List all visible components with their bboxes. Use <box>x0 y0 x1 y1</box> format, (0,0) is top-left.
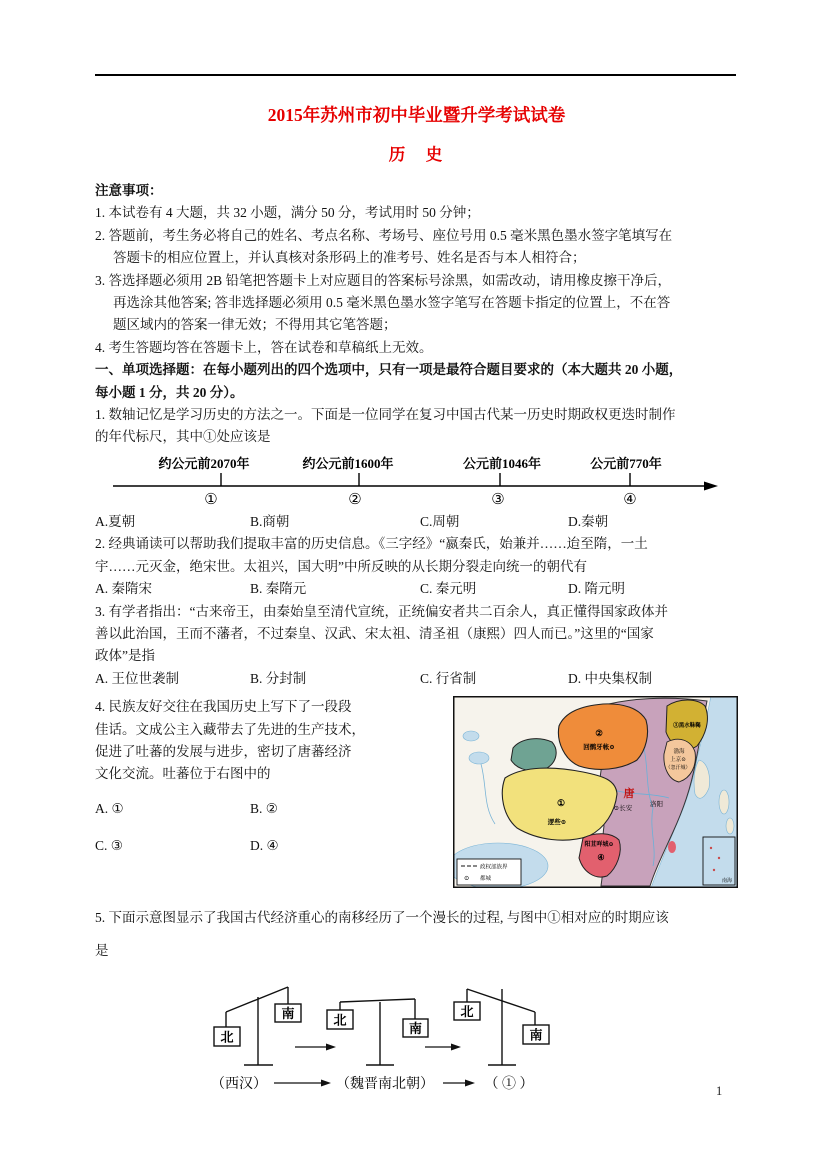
question-4-text-line-4: 文化交流。吐蕃位于右图中的 <box>95 766 271 782</box>
map-region-huihu <box>558 704 647 769</box>
map-label-bohai-capital: 上京⊙ <box>670 757 686 764</box>
question-3-text-line-3: 政体”是指 <box>95 648 155 664</box>
question-5-text-line-2: 是 <box>95 943 109 959</box>
question-5-text-line-1: 5. 下面示意图显示了我国古代经济重心的南移经历了一个漫长的过程, 与图中①相对应的时期应该 <box>95 910 669 926</box>
tang-dynasty-map <box>453 696 738 888</box>
timeline-marker-3: ③ <box>491 491 505 508</box>
section-1-heading-line-1: 一、单项选择题：在每小题列出的四个选项中，只有一项是最符合题目要求的（本大题共 20 小题， <box>95 362 683 378</box>
option-a: A.夏朝 <box>95 513 136 529</box>
map-inset-label: 南海 <box>721 879 732 885</box>
option-b: B. 分封制 <box>250 670 307 686</box>
option-b: B.商朝 <box>250 513 290 529</box>
option-d: D. 中央集权制 <box>568 670 652 686</box>
map-lake-1 <box>463 731 479 741</box>
question-4 <box>95 696 738 888</box>
option-a: A. 秦隋宋 <box>95 581 152 597</box>
question-2-text-line-1: 2. 经典诵读可以帮助我们提取丰富的历史信息。《三字经》“嬴秦氏，始兼并……迨至隋，一土 <box>95 536 648 552</box>
page-title: 2015年苏州市初中毕业暨升学考试试卷 <box>267 105 566 125</box>
timeline-label-1: 约公元前2070年 <box>158 455 250 471</box>
notice-heading: 注意事项： <box>95 183 163 198</box>
map-label-tang: 唐 <box>623 788 635 801</box>
arrowhead-icon <box>321 1080 331 1087</box>
scale-2-south-label: 南 <box>408 1021 423 1037</box>
notice-item-3-line-3: 题区域内的答案一律无效；不得用其它笔答题； <box>113 317 397 333</box>
map-inset-box <box>703 837 735 885</box>
timeline-marker-2: ② <box>348 491 362 508</box>
question-4-text-column <box>95 696 451 888</box>
option-b: B. ② <box>250 800 278 816</box>
map-label-nanzhao-marker: ④ <box>597 853 605 863</box>
map-label-bohai: 渤海 <box>673 749 685 756</box>
timeline-label-3: 公元前1046年 <box>462 455 542 471</box>
notice-item-4: 4. 考生答题均答在答题卡上，答在试卷和草稿纸上无效。 <box>95 339 433 355</box>
question-2-text-line-2: 宇……元灭金，绝宋世。太祖兴，国大明”中所反映的从长期分裂走向统一的朝代有 <box>95 558 587 574</box>
option-d: D. ④ <box>250 837 279 853</box>
page-number: 1 <box>716 1084 723 1098</box>
notice-section <box>95 180 738 359</box>
stage-label-blank: （ ① ） <box>484 1077 534 1093</box>
map-inset-south-sea <box>703 837 735 885</box>
question-5 <box>95 901 738 967</box>
map-region-west-tribe <box>511 739 556 771</box>
map-label-huihu-name: 回鹘牙帐⊙ <box>583 744 615 752</box>
map-label-huihu-marker: ② <box>595 728 603 739</box>
question-1-text-line-1: 1. 数轴记忆是学习历史的方法之一。下面是一位同学在复习中国古代某一历史时期政权更迭时制作 <box>95 407 676 423</box>
question-2-options <box>95 578 738 600</box>
option-d: D.秦朝 <box>568 513 609 529</box>
notice-item-1: 1. 本试卷有 4 大题，共 32 小题，满分 50 分，考试用时 50 分钟； <box>95 205 480 221</box>
section-1-heading-line-2: 每小题 1 分，共 20 分）。 <box>95 384 244 400</box>
timeline-marker-4: ④ <box>623 491 637 508</box>
question-4-options-row-2 <box>95 838 451 854</box>
scale-1-south-label: 南 <box>281 1006 295 1022</box>
map-legend-boundary-label: 政权部族界 <box>480 864 508 871</box>
page-content <box>95 0 738 1100</box>
question-3-text-line-1: 3. 有学者指出：“古来帝王，由秦始皇至清代宣统，正统偏安者共二百余人，真正懂得国家政体并 <box>95 603 668 619</box>
option-d: D. 隋元明 <box>568 581 625 597</box>
map-label-bohai-capital-alt: （忽汗城） <box>665 766 691 772</box>
scale-3-north-label: 北 <box>460 1004 474 1020</box>
map-inset-island-2 <box>718 857 720 859</box>
option-a: A. ① <box>95 800 124 816</box>
question-4-text-line-1: 4. 民族友好交往在我国历史上写下了一段段 <box>95 699 352 715</box>
map-label-luoyang: 洛阳 <box>650 801 663 809</box>
map-legend-capital-symbol: ⊙ <box>464 875 470 883</box>
map-label-tubo-capital: 逻些⊙ <box>547 819 567 827</box>
question-3-text-line-2: 善以此治国，王而不藩者，不过秦皇、汉武、宋太祖、清圣祖（康熙）四人而已。”这里的“国家 <box>95 625 654 641</box>
option-c: C.周朝 <box>420 513 460 529</box>
timeline-label-2: 约公元前1600年 <box>302 455 394 471</box>
map-island-taiwan <box>668 841 676 853</box>
map-japan-island-1 <box>719 790 729 814</box>
map-inset-island-3 <box>713 869 715 871</box>
subject-title: 历 史 <box>388 145 445 164</box>
question-4-options-row-1 <box>95 801 451 817</box>
section-1-heading <box>95 359 738 404</box>
option-c: C. 行省制 <box>420 670 477 686</box>
timeline-diagram <box>95 455 735 509</box>
question-4-text-line-3: 促进了吐蕃的发展与进步，密切了唐蕃经济 <box>95 743 352 759</box>
notice-item-2-line-2: 答题卡的相应位置上，并认真核对条形码上的准考号、姓名是否与本人相符合； <box>113 250 586 266</box>
map-label-nanzhao-capital: 阳苴咩城⊙ <box>584 842 614 849</box>
economic-shift-balance-diagram <box>195 975 615 1100</box>
question-2 <box>95 533 738 600</box>
arrowhead-icon <box>451 1044 461 1051</box>
timeline-arrowhead-icon <box>704 481 718 490</box>
map-legend-capital-label: 都城 <box>480 876 492 883</box>
balance-scale-1 <box>214 987 301 1065</box>
map-label-mohe: ③黑水靺鞨 <box>673 723 701 730</box>
scale-3-south-label: 南 <box>529 1027 543 1043</box>
option-c: C. ③ <box>95 837 123 853</box>
scale-2-north-label: 北 <box>333 1012 347 1028</box>
notice-item-3-line-1: 3. 答选择题必须用 2B 铅笔把答题卡上对应题目的答案标号涂黑，如需改动，请用橡皮擦干净后， <box>95 272 672 288</box>
map-label-changan: ⊙长安 <box>613 805 633 813</box>
question-1-text-line-2: 的年代标尺，其中①处应该是 <box>95 429 271 445</box>
question-4-text-line-2: 佳话。文成公主入藏带去了先进的生产技术， <box>95 721 365 737</box>
notice-item-2-line-1: 2. 答题前，考生务必将自己的姓名、考点名称、考场号、座位号用 0.5 毫米黑色墨水签字笔填写在 <box>95 227 673 243</box>
stage-label-west-han: （西汉） <box>211 1077 267 1093</box>
map-lake-2 <box>469 752 489 764</box>
stage-label-wei-jin: （魏晋南北朝） <box>336 1077 434 1093</box>
option-b: B. 秦隋元 <box>250 581 307 597</box>
timeline-marker-1: ① <box>204 491 218 508</box>
question-1-options <box>95 511 738 533</box>
arrowhead-icon <box>326 1044 336 1051</box>
timeline-label-4: 公元前770年 <box>590 455 662 471</box>
scale-1-north-label: 北 <box>220 1029 234 1045</box>
map-label-tubo-marker: ① <box>556 798 566 809</box>
question-3-options <box>95 668 738 690</box>
notice-item-3-line-2: 再选涂其他答案; 答非选择题必须用 0.5 毫米黑色墨水签字笔写在答题卡指定的位置上，不在答 <box>113 295 671 311</box>
map-japan-island-2 <box>726 818 734 834</box>
question-1 <box>95 404 738 533</box>
map-legend <box>457 859 521 885</box>
arrowhead-icon <box>465 1080 475 1087</box>
question-3 <box>95 601 738 691</box>
option-c: C. 秦元明 <box>420 581 477 597</box>
option-a: A. 王位世袭制 <box>95 670 179 686</box>
map-inset-island-1 <box>710 847 712 849</box>
